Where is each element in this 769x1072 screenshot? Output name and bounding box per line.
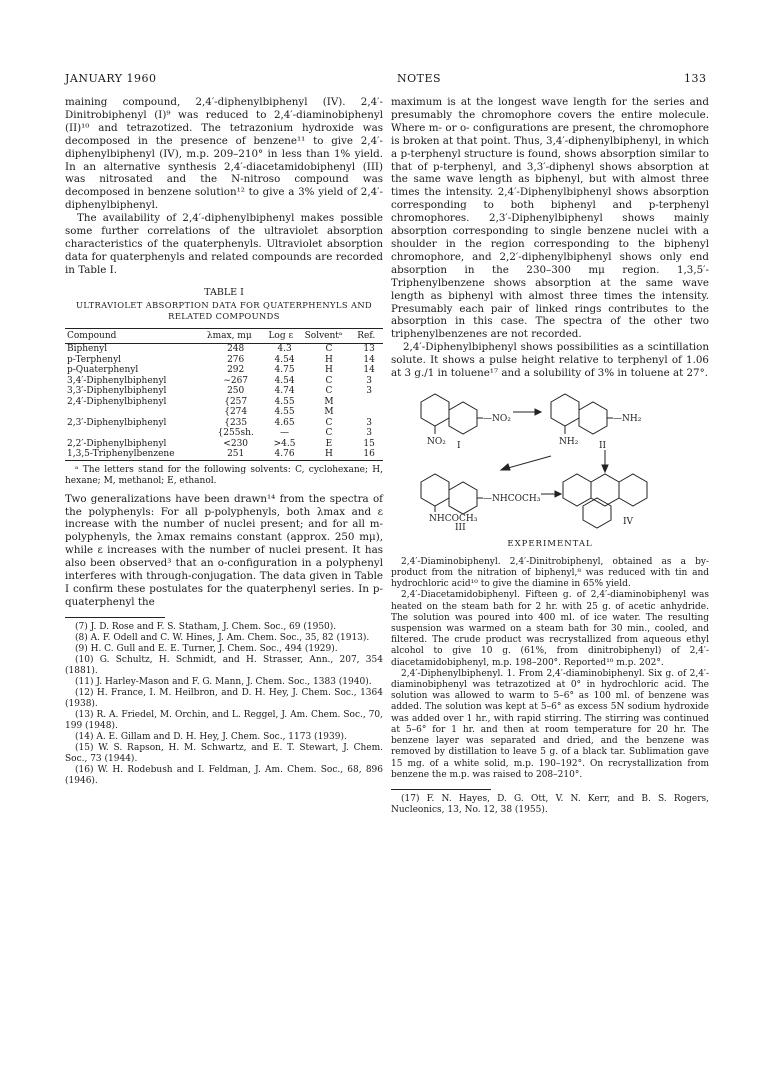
benzene-ring bbox=[579, 402, 607, 434]
col-header: Compound bbox=[65, 328, 205, 344]
paragraph: 2,4′-Diphenylbiphenyl shows possibilities as a scintillation solute. It shows a pulse height relative to terphenyl of 1.06 at 3 g./1 in toluene¹⁷ and a solubility of 3% in toluene at 27°. bbox=[391, 341, 709, 380]
table-cell: C bbox=[325, 417, 333, 428]
table-row bbox=[65, 418, 383, 429]
table-cell: Biphenyl bbox=[67, 344, 108, 355]
table-cell: 1,3,5-Triphenylbenzene bbox=[65, 449, 205, 460]
table-cell: 4.54 bbox=[274, 375, 295, 386]
table-cell bbox=[355, 407, 383, 418]
benzene-ring bbox=[563, 474, 591, 506]
table-cell: C bbox=[325, 375, 333, 386]
table-title: TABLE I bbox=[204, 286, 244, 298]
table-cell: ∼267 bbox=[223, 375, 249, 386]
table-cell bbox=[65, 407, 205, 418]
table-row bbox=[65, 344, 383, 355]
table-cell: {255sh. bbox=[217, 428, 254, 439]
table-cell: C bbox=[325, 386, 333, 397]
table-cell: 3,4′-Diphenylbiphenyl bbox=[67, 375, 167, 386]
right-column bbox=[391, 96, 709, 816]
paragraph: 2,4′-Diphenylbiphenyl. 1. From 2,4′-diaminobiphenyl. Six g. of 2,4′-diaminobiphenyl was tetrazotized at 0° in hydrochloric acid. The solution was allowed to warm to 5–6° as 100 ml. of benzene was added. The solution was kept at 5–6° as excess 5N sodium hydroxide was added over 1 hr., with rapid stirring. The stirring was continued at 5–6° for 1 hr. and then at room temperature for 20 hr. The benzene layer was separated and dried, and the benzene was removed by distillation to leave 5 g. of a black tar. Sublimation gave 15 mg. of a white solid, m.p. 190–192°. On recrystallization from benzene the m.p. was raised to 208–210°. bbox=[391, 668, 709, 780]
page-number: 133 bbox=[684, 72, 707, 85]
reference: (9) H. C. Gull and E. E. Turner, J. Chem. Soc., 494 (1929). bbox=[75, 643, 338, 654]
col-header: Ref. bbox=[355, 328, 383, 344]
table-cell: 4.65 bbox=[274, 417, 295, 428]
reference: (11) J. Harley-Mason and F. G. Mann, J. Chem. Soc., 1383 (1940). bbox=[75, 676, 372, 687]
table-cell: 4.74 bbox=[274, 386, 295, 397]
left-column bbox=[65, 96, 383, 787]
table-cell: 15 bbox=[363, 438, 375, 449]
table-cell: 4.55 bbox=[274, 407, 295, 418]
table-row bbox=[65, 376, 383, 387]
table-row bbox=[65, 355, 383, 366]
reference: (14) A. E. Gillam and D. H. Hey, J. Chem. Soc., 1173 (1939). bbox=[75, 731, 347, 742]
table-cell: H bbox=[325, 354, 333, 365]
table-cell: 2,4′-Diphenylbiphenyl bbox=[67, 396, 167, 407]
reaction-scheme bbox=[391, 390, 709, 530]
table-cell: p-Quaterphenyl bbox=[67, 365, 139, 376]
table-row bbox=[65, 439, 383, 450]
table-cell: >4.5 bbox=[273, 438, 296, 449]
compound-number: III bbox=[455, 522, 466, 530]
table-cell: {235 bbox=[224, 417, 248, 428]
table-cell: 16 bbox=[355, 449, 383, 460]
table-cell: 13 bbox=[363, 344, 375, 355]
table-row bbox=[65, 386, 383, 397]
table-row bbox=[65, 449, 383, 460]
table-cell: 4.55 bbox=[274, 396, 295, 407]
header-date: JANUARY 1960 bbox=[65, 72, 157, 85]
section-heading: EXPERIMENTAL bbox=[507, 538, 593, 549]
table-cell: <230 bbox=[223, 438, 249, 449]
table-cell: C bbox=[325, 344, 333, 355]
table-cell: 3 bbox=[366, 428, 372, 439]
table-footnote: ᵃ The letters stand for the following solvents: C, cyclohexane; H, hexane; M, methanol; E, ethanol. bbox=[65, 464, 383, 486]
table-cell: 251 bbox=[205, 449, 267, 460]
nitro-label: NO₂ bbox=[427, 436, 446, 447]
table-cell: M bbox=[324, 407, 334, 418]
benzene-ring bbox=[619, 474, 647, 506]
paragraph: Two generalizations have been drawn¹⁴ from the spectra of the polyphenyls: For all p-polyphenyls, both λmax and ε increase with the number of nuclei present; and for all m-polyphenyls, the λmax remains constant (approx. 250 mμ), while ε increases with the number of nuclei present. It has also been observed³ that an o-configuration in a polyphenyl interferes with through-conjugation. The data given in Table I confirm these postulates for the quaterphenyl series. In p-quaterphenyl the bbox=[65, 492, 383, 608]
compound-number: I bbox=[457, 440, 461, 451]
references bbox=[65, 622, 383, 787]
table-cell: {274 bbox=[224, 407, 248, 418]
benzene-ring bbox=[449, 482, 477, 514]
table-caption: ULTRAVIOLET ABSORPTION DATA FOR QUATERPHENYLS AND RELATED COMPOUNDS bbox=[75, 299, 373, 321]
table-cell bbox=[355, 397, 383, 408]
table-cell: p-Terphenyl bbox=[67, 354, 122, 365]
reference: (12) H. France, I. M. Heilbron, and D. H. Hey, J. Chem. Soc., 1364 (1938). bbox=[65, 687, 383, 709]
table-cell: 3 bbox=[366, 386, 372, 397]
paragraph: maximum is at the longest wave length for the series and presumably the chromophore covers the entire molecule. Where m- or o- configurations are present, the chromophore is broken at that point. Thus, 3,4′-diphenylbiphenyl, in which a p-terphenyl structure is found, shows absorption similar to that of p-terphenyl, and 3,3′-diphenyl shows absorption at the same wave length as biphenyl, but with almost three times the intensity. 2,4′-Diphenylbiphenyl shows absorption corresponding to both biphenyl and p-terphenyl chromophores. 2,3′-Diphenylbiphenyl shows mainly absorption corresponding to single benzene nuclei with a shoulder in the region corresponding to the biphenyl chromophore, and 2,2′-diphenylbiphenyl shows only end absorption in the 230–300 mμ region. 1,3,5′-Triphenylbenzene shows absorption at the same wave length as biphenyl with almost three times the intensity. Presumably each pair of linked rings contributes to the absorption in this case. The spectra of the other two triphenylbenzenes are not recorded. bbox=[391, 96, 709, 341]
table-cell: 4.54 bbox=[274, 354, 295, 365]
header-section: NOTES bbox=[397, 72, 442, 85]
table-row bbox=[65, 397, 383, 408]
col-header: Log ε bbox=[266, 328, 302, 344]
nitro-label: —NO₂ bbox=[483, 413, 511, 424]
table-row bbox=[65, 428, 383, 439]
reference: (16) W. H. Rodebush and I. Feldman, J. Am. Chem. Soc., 68, 896 (1946). bbox=[65, 764, 383, 786]
table-cell: 250 bbox=[227, 386, 245, 397]
table-cell: 14 bbox=[363, 365, 375, 376]
table-row bbox=[65, 365, 383, 376]
acetamido-label: —NHCOCH₃ bbox=[483, 493, 541, 504]
benzene-ring bbox=[449, 402, 477, 434]
table-cell: 3 bbox=[366, 417, 372, 428]
benzene-ring bbox=[551, 394, 579, 426]
reference: (7) J. D. Rose and F. S. Statham, J. Chem. Soc., 69 (1950). bbox=[75, 621, 337, 632]
table-cell: 3 bbox=[366, 375, 372, 386]
table-cell: 276 bbox=[227, 354, 245, 365]
table-cell: 2,2′-Diphenylbiphenyl bbox=[67, 438, 167, 449]
table-cell: 3,3′-Diphenylbiphenyl bbox=[67, 386, 167, 397]
reference: (10) G. Schultz, H. Schmidt, and H. Strasser, Ann., 207, 354 (1881). bbox=[65, 654, 383, 676]
table-cell: 248 bbox=[227, 344, 245, 355]
table-row bbox=[65, 407, 383, 418]
reference: (13) R. A. Friedel, M. Orchin, and L. Reggel, J. Am. Chem. Soc., 70, 199 (1948). bbox=[65, 709, 383, 731]
paragraph: maining compound, 2,4′-diphenylbiphenyl (IV). 2,4′-Dinitrobiphenyl (I)⁹ was reduced to 2,4′-diaminobiphenyl (II)¹⁰ and tetrazotized. The tetrazonium hydroxide was decomposed in the presence of benzene¹¹ to give 2,4′-diphenylbiphenyl (IV), m.p. 209–210° in less than 1% yield. In an alternative synthesis 2,4′-diacetamidobiphenyl (III) was nitrosated and the N-nitroso compound was decomposed in benzene solution¹² to give a 3% yield of 2,4′-diphenylbiphenyl. bbox=[65, 96, 383, 212]
table-cell: {257 bbox=[224, 396, 248, 407]
uv-data-table bbox=[65, 328, 383, 461]
table-cell: 292 bbox=[227, 365, 245, 376]
table-cell: 2,3′-Diphenylbiphenyl bbox=[67, 417, 167, 428]
col-header: Solventᵃ bbox=[303, 328, 356, 344]
table-cell: M bbox=[324, 396, 334, 407]
table-cell: H bbox=[303, 449, 356, 460]
benzene-ring bbox=[583, 498, 611, 528]
benzene-ring bbox=[421, 474, 449, 506]
table-cell: 14 bbox=[363, 354, 375, 365]
benzene-ring bbox=[421, 394, 449, 426]
reference: (8) A. F. Odell and C. W. Hines, J. Am. Chem. Soc., 35, 82 (1913). bbox=[75, 632, 370, 643]
amino-label: NH₂ bbox=[559, 436, 579, 447]
table-cell: 4.75 bbox=[274, 365, 295, 376]
table-cell: 4.76 bbox=[266, 449, 302, 460]
benzene-ring bbox=[591, 474, 619, 506]
col-header: λmax, mμ bbox=[205, 328, 267, 344]
table-cell: H bbox=[325, 365, 333, 376]
reference: (15) W. S. Rapson, H. M. Schwartz, and E. T. Stewart, J. Chem. Soc., 73 (1944). bbox=[65, 742, 383, 764]
table-cell: — bbox=[280, 428, 290, 439]
compound-number: IV bbox=[623, 516, 634, 527]
paragraph: The availability of 2,4′-diphenylbiphenyl makes possible some further correlations of the ultraviolet absorption characteristics of the quaterphenyls. Ultraviolet absorption data for quaterphenyls and related compounds are recorded in Table I. bbox=[65, 212, 383, 276]
compound-number: II bbox=[599, 440, 607, 451]
table-cell: C bbox=[325, 428, 333, 439]
amino-label: —NH₂ bbox=[613, 413, 642, 424]
table-cell: 4.3 bbox=[277, 344, 292, 355]
reference: (17) F. N. Hayes, D. G. Ott, V. N. Kerr, and B. S. Rogers, Nucleonics, 13, No. 12, 38 (1955). bbox=[391, 793, 709, 815]
paragraph: 2,4′-Diacetamidobiphenyl. Fifteen g. of 2,4′-diaminobiphenyl was heated on the steam bath for 2 hr. with 25 g. of acetic anhydride. The solution was poured into 400 ml. of ice water. The resulting suspension was warmed on a steam bath for 30 min., cooled, and filtered. The crude product was recrystallized from aqueous ethyl alcohol to give 10 g. (61%, from dinitrobiphenyl) of 2,4′-diacetamidobiphenyl, m.p. 198–200°. Reported¹⁰ m.p. 202°. bbox=[391, 590, 709, 668]
table-cell bbox=[65, 428, 205, 439]
table-cell: E bbox=[325, 438, 333, 449]
paragraph: 2,4′-Diaminobiphenyl. 2,4′-Dinitrobiphenyl, obtained as a by-product from the nitration of biphenyl,⁸ was reduced with tin and hydrochloric acid¹⁰ to give the diamine in 65% yield. bbox=[391, 556, 709, 590]
acetamido-label: NHCOCH₃ bbox=[429, 513, 478, 524]
